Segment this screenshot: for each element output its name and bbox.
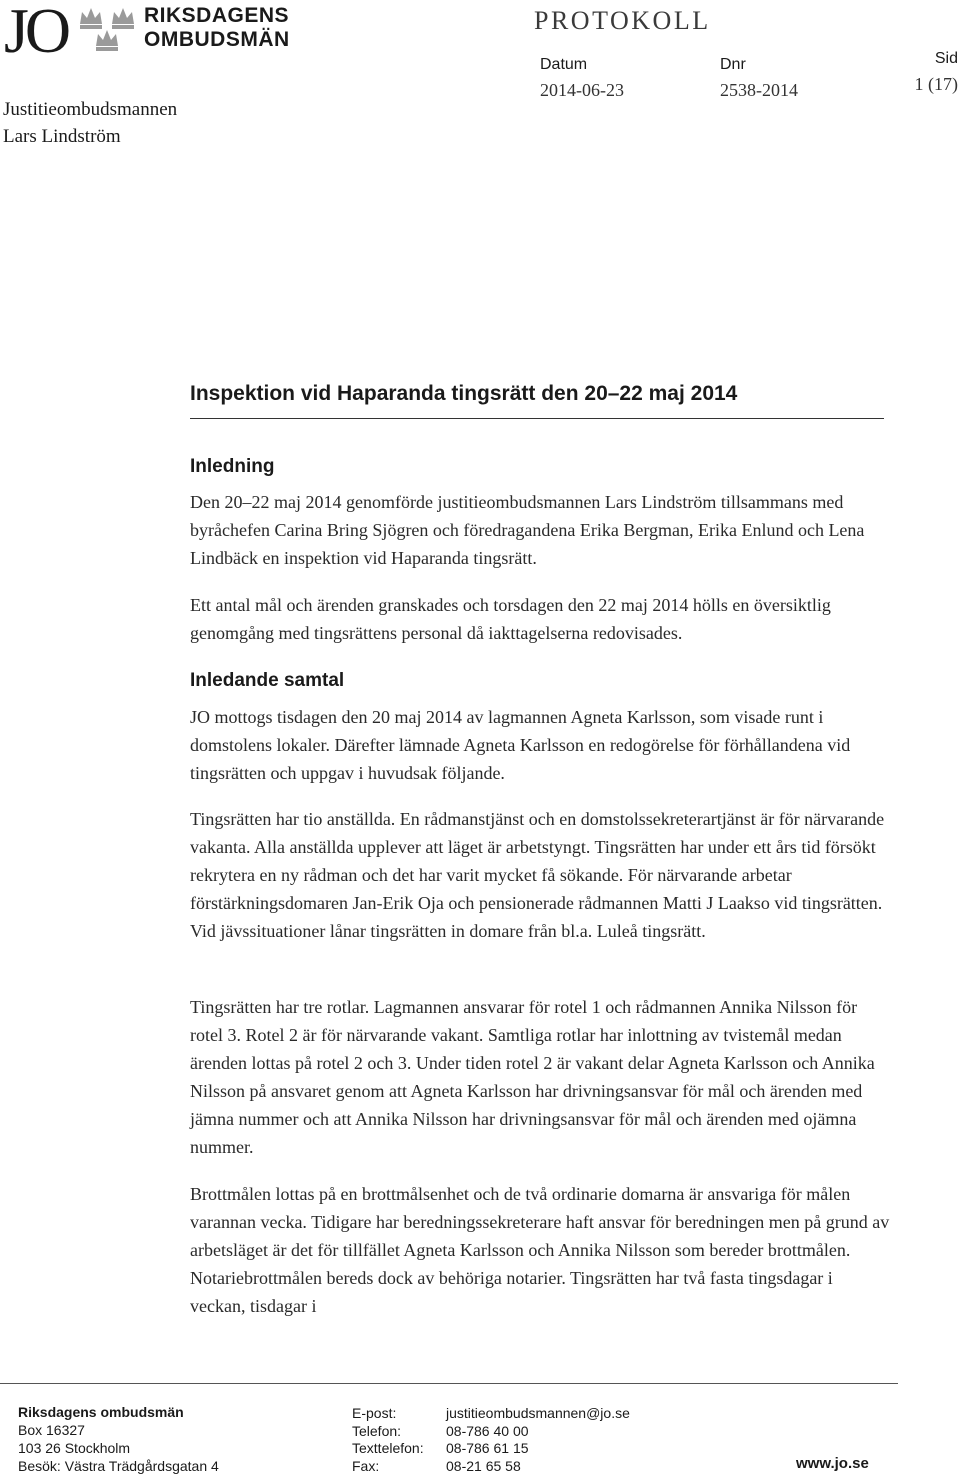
- document-type: PROTOKOLL: [534, 6, 711, 36]
- contact-value: 08-786 40 00: [446, 1423, 630, 1441]
- contact-label: Fax:: [352, 1458, 446, 1475]
- footer-postal: 103 26 Stockholm: [18, 1439, 219, 1457]
- website-link[interactable]: www.jo.se: [796, 1455, 869, 1472]
- footer-divider: [0, 1383, 898, 1384]
- contact-label: Texttelefon:: [352, 1440, 446, 1458]
- section-heading: Inledning: [190, 456, 274, 478]
- contact-row: [352, 1458, 630, 1475]
- contact-row: [352, 1423, 630, 1441]
- footer-address: [18, 1403, 219, 1475]
- sender-block: [3, 96, 177, 150]
- case-number-value: 2538-2014: [720, 80, 798, 101]
- contact-value: 08-21 65 58: [446, 1458, 630, 1475]
- contact-value: 08-786 61 15: [446, 1440, 630, 1458]
- logo-org-line1: RIKSDAGENS: [144, 4, 289, 28]
- paragraph: JO mottogs tisdagen den 20 maj 2014 av lagmannen Agneta Karlsson, som visade runt i domstolens lokaler. Därefter lämnade Agneta Karlsson en redogörelse för förhållandena vid tingsrätten och uppgav i huvudsak följande.: [190, 703, 890, 787]
- footer-visit: Besök: Västra Trädgårdsgatan 4: [18, 1457, 219, 1475]
- logo-mark: JO: [4, 0, 67, 68]
- sender-title: Justitieombudsmannen: [3, 96, 177, 123]
- footer-box: Box 16327: [18, 1421, 219, 1439]
- contact-row: [352, 1440, 630, 1458]
- paragraph: Brottmålen lottas på en brottmålsenhet och de två ordinarie domarna är ansvariga för målen varannan vecka. Tidigare har beredningssekreterare haft ansvar för beredningen men på grund av arbetsläget är det för tillfället Agneta Karlsson och Annika Nilsson som bereder brottmålen. Notariebrottmålen bereds dock av behöriga notarier. Tingsrätten har två fasta tingsdagar i veckan, tisdagar i: [190, 1180, 890, 1320]
- crowns-icon: [78, 4, 140, 52]
- date-label: Datum: [540, 56, 587, 74]
- title-divider: [190, 418, 884, 419]
- paragraph: Tingsrätten har tre rotlar. Lagmannen ansvarar för rotel 1 och rådmannen Annika Nilsson för rotel 3. Rotel 2 är för närvarande vakant. Samtliga rotlar har inlottning av tvistemål medan ärenden lottas på rotel 2 och 3. Under tiden rotel 2 är vakant delar Agneta Karlsson och Annika Nilsson på ansvaret genom att Agneta Karlsson har drivningsansvar för mål och ärenden med jämna nummer och att Annika Nilsson har drivningsansvar för mål och ärenden med ojämna nummer.: [190, 993, 890, 1161]
- footer-contacts: [352, 1405, 630, 1475]
- case-number-label: Dnr: [720, 56, 746, 74]
- sender-name: Lars Lindström: [3, 123, 177, 150]
- date-value: 2014-06-23: [540, 80, 624, 101]
- paragraph: Den 20–22 maj 2014 genomförde justitieombudsmannen Lars Lindström tillsammans med byråchefen Carina Bring Sjögren och föredragandena Erika Bergman, Erika Enlund och Lena Lindbäck en inspektion vid Haparanda tingsrätt.: [190, 488, 890, 572]
- page-label: Sid: [935, 50, 958, 68]
- email-link[interactable]: justitieombudsmannen@jo.se: [446, 1405, 630, 1423]
- page-value: 1 (17): [915, 74, 959, 95]
- jo-logo: [4, 2, 304, 60]
- contact-row: [352, 1405, 630, 1423]
- paragraph: Tingsrätten har tio anställda. En rådmanstjänst och en domstolssekreterartjänst är för närvarande vakanta. Alla anställda upplever att läget är arbetstyngt. Tingsrätten har under ett års tid försökt rekrytera en ny rådman och det har varit mycket få sökande. För närvarande arbetar förstärkningsdomaren Jan-Erik Oja och pensionerade rådmannen Matti J Laakso vid tingsrätten. Vid jävssituationer lånar tingsrätten in domare från bl.a. Luleå tingsrätt.: [190, 805, 890, 945]
- paragraph: Ett antal mål och ärenden granskades och torsdagen den 22 maj 2014 hölls en översiktlig genomgång med tingsrättens personal då iakttagelserna redovisades.: [190, 591, 890, 647]
- contact-label: Telefon:: [352, 1423, 446, 1441]
- contact-label: E-post:: [352, 1405, 446, 1423]
- logo-org-line2: OMBUDSMÄN: [144, 28, 290, 52]
- footer-org-name: Riksdagens ombudsmän: [18, 1403, 219, 1421]
- section-heading: Inledande samtal: [190, 670, 344, 692]
- document-title: Inspektion vid Haparanda tingsrätt den 20–22 maj 2014: [190, 382, 737, 406]
